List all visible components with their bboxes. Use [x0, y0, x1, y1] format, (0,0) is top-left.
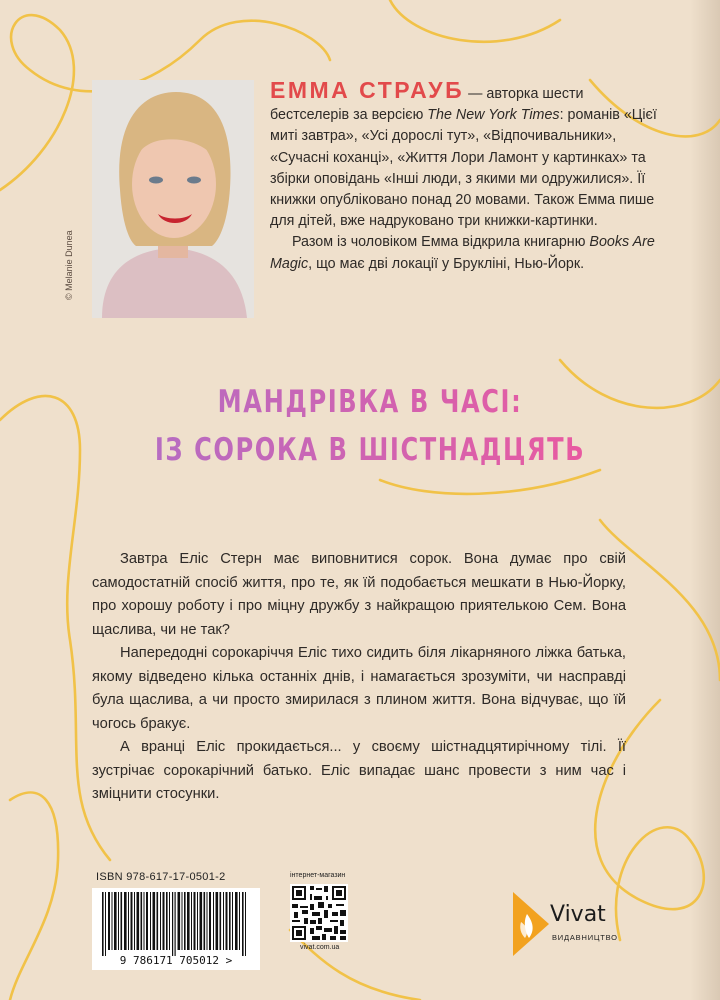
barcode-digits: 9 786171 705012 >: [119, 954, 233, 967]
bookstore-name: Books Are Magic: [270, 234, 655, 272]
bio-source: The New York Times: [427, 107, 560, 124]
barcode-bars: [92, 888, 260, 970]
publisher-subtitle: ВИДАВНИЦТВО: [552, 933, 618, 942]
bio-rest: : романів «Цієї миті завтра», «Усі дорослі тут», «Відпочивальники», «Сучасні коханці», «Життя Лори Ламонт у картинках» та збірки оповідань «Інші люди, з якими ми одружилися». Її книжки опубліковано понад 20 мовами. Також Емма пише для дітей, вже надруковано три книжки-картинки.: [270, 107, 657, 230]
author-name: ЕММА СТРАУБ: [270, 77, 465, 103]
isbn-label: ISBN 978-617-17-0501-2: [96, 871, 226, 883]
photo-credit: © Melanie Dunea: [64, 230, 74, 300]
author-bio: [270, 77, 665, 275]
blurb-paragraph-3: А вранці Еліс прокидається... у своєму шістнадцятирічному тілі. Її зустрічає сорокарічний батько. Еліс випадає шанс провести з ним час і зміцнити стосунки.: [92, 739, 626, 802]
bio-intro: — авторка шести бестселерів за версією: [270, 86, 584, 124]
blurb-paragraph-2: Напередодні сорокаріччя Еліс тихо сидить біля лікарняного ліжка батька, якому відведено кілька останніх днів, і намагається зрозуміти, чи насправді була щаслива, а чи просто змирилася з плином життя. Вона відчуває, що їй чогось бракує.: [92, 645, 626, 732]
author-portrait: [92, 80, 254, 318]
isbn-barcode: [92, 888, 260, 970]
author-photo: [92, 80, 254, 318]
publisher-name: Vivat: [550, 902, 606, 927]
author-bio-paragraph-1: [270, 77, 665, 232]
author-bio-paragraph-2: [270, 232, 665, 274]
shop-qr-code[interactable]: [290, 884, 348, 942]
bio2-end: , що має дві локації у Брукліні, Нью-Йорк.: [308, 255, 585, 272]
headline-line-1: МАНДРІВКА В ЧАСІ:: [152, 384, 589, 420]
headline-line-2: ІЗ СОРОКА В ШІСТНАДЦЯТЬ: [152, 432, 589, 468]
shop-label: інтернет-магазин: [290, 872, 346, 879]
blurb-paragraph-1: Завтра Еліс Стерн має виповнитися сорок. Вона думає про свій самодостатній спосіб життя, про те, як їй подобається мешкати в Нью-Йорку, про хорошу роботу і про міцну дружбу з найкращою приятелькою Сем. Вона щаслива, чи не так?: [92, 551, 626, 638]
qr-code-icon: [290, 884, 348, 942]
publisher-logo: [513, 892, 617, 956]
shop-url[interactable]: vivat.com.ua: [300, 944, 340, 951]
vivat-leaf-icon: [513, 892, 553, 956]
bio2-start: Разом із чоловіком Емма відкрила книгарню: [292, 234, 590, 251]
book-blurb: [92, 548, 626, 807]
